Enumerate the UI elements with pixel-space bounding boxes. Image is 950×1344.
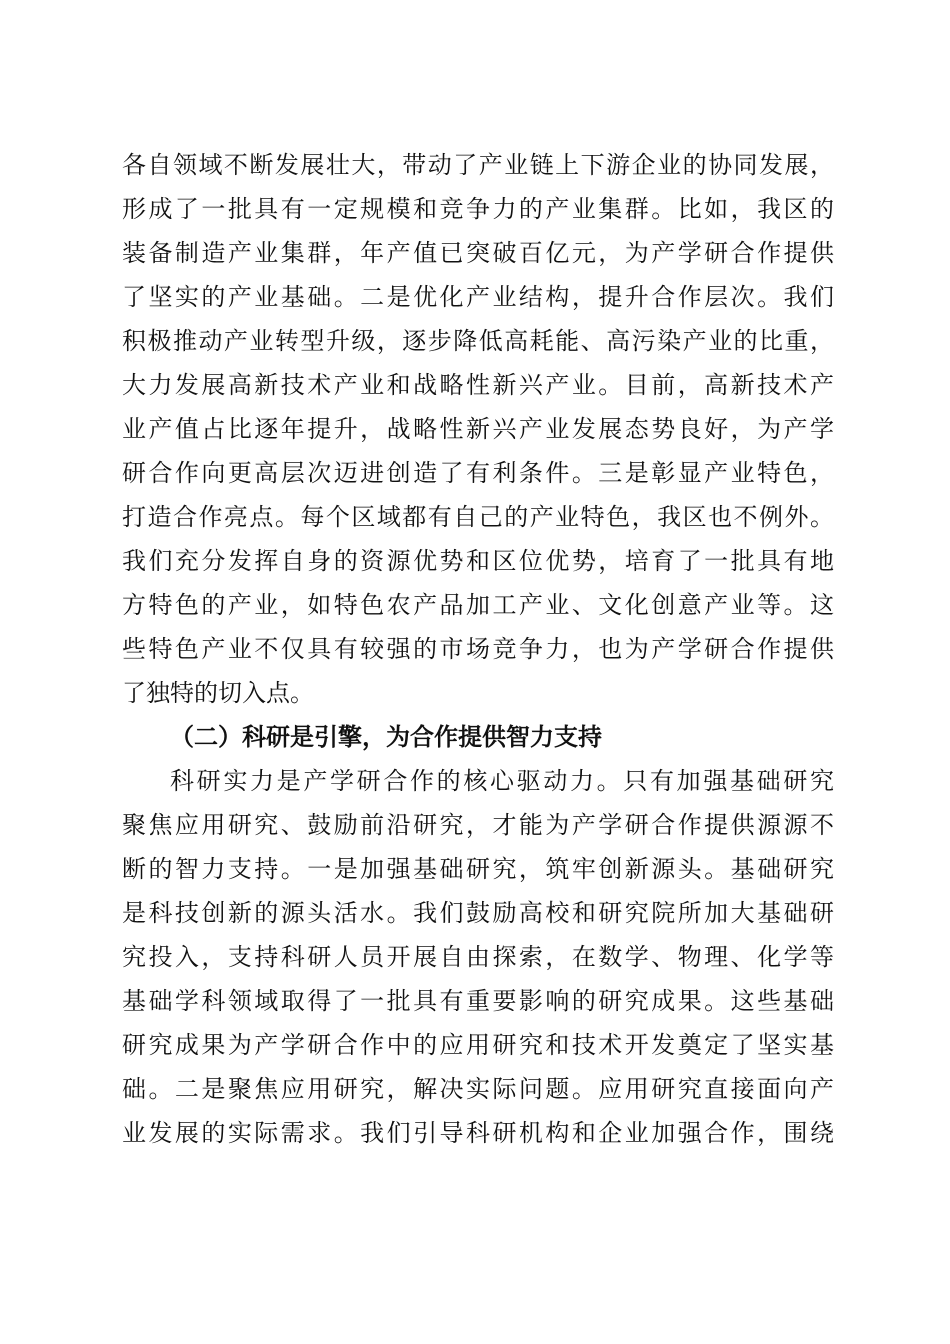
text-line: 了坚实的产业基础。二是优化产业结构，提升合作层次。我们 [122, 283, 834, 311]
section-heading: （二）科研是引擎，为合作提供智力支持 [170, 722, 602, 751]
text-line: 础。二是聚焦应用研究，解决实际问题。应用研究直接面向产 [122, 1075, 834, 1103]
text-line: 是科技创新的源头活水。我们鼓励高校和研究院所加大基础研 [122, 899, 834, 927]
text-line: 了独特的切入点。 [122, 679, 314, 707]
text-line: 断的智力支持。一是加强基础研究，筑牢创新源头。基础研究 [122, 855, 834, 883]
text-line: 方特色的产业，如特色农产品加工产业、文化创意产业等。这 [122, 591, 834, 619]
text-line: 研究成果为产学研合作中的应用研究和技术开发奠定了坚实基 [122, 1031, 834, 1059]
text-line: 研合作向更高层次迈进创造了有利条件。三是彰显产业特色， [122, 459, 834, 487]
text-line: 形成了一批具有一定规模和竞争力的产业集群。比如，我区的 [122, 195, 834, 223]
text-line: 积极推动产业转型升级，逐步降低高耗能、高污染产业的比重， [122, 327, 834, 355]
text-line: 装备制造产业集群，年产值已突破百亿元，为产学研合作提供 [122, 239, 834, 267]
text-line: 业产值占比逐年提升，战略性新兴产业发展态势良好，为产学 [122, 415, 834, 443]
text-line: 究投入，支持科研人员开展自由探索，在数学、物理、化学等 [122, 943, 834, 971]
text-line: 打造合作亮点。每个区域都有自己的产业特色，我区也不例外。 [122, 503, 834, 531]
text-line: 业发展的实际需求。我们引导科研机构和企业加强合作，围绕 [122, 1119, 834, 1147]
text-line: 基础学科领域取得了一批具有重要影响的研究成果。这些基础 [122, 987, 834, 1015]
text-line: 科研实力是产学研合作的核心驱动力。只有加强基础研究 [170, 767, 834, 795]
text-line: 各自领域不断发展壮大，带动了产业链上下游企业的协同发展， [122, 151, 834, 179]
text-line: 大力发展高新技术产业和战略性新兴产业。目前，高新技术产 [122, 371, 834, 399]
text-line: 我们充分发挥自身的资源优势和区位优势，培育了一批具有地 [122, 547, 834, 575]
text-line: 些特色产业不仅具有较强的市场竞争力，也为产学研合作提供 [122, 635, 834, 663]
text-line: 聚焦应用研究、鼓励前沿研究，才能为产学研合作提供源源不 [122, 811, 834, 839]
